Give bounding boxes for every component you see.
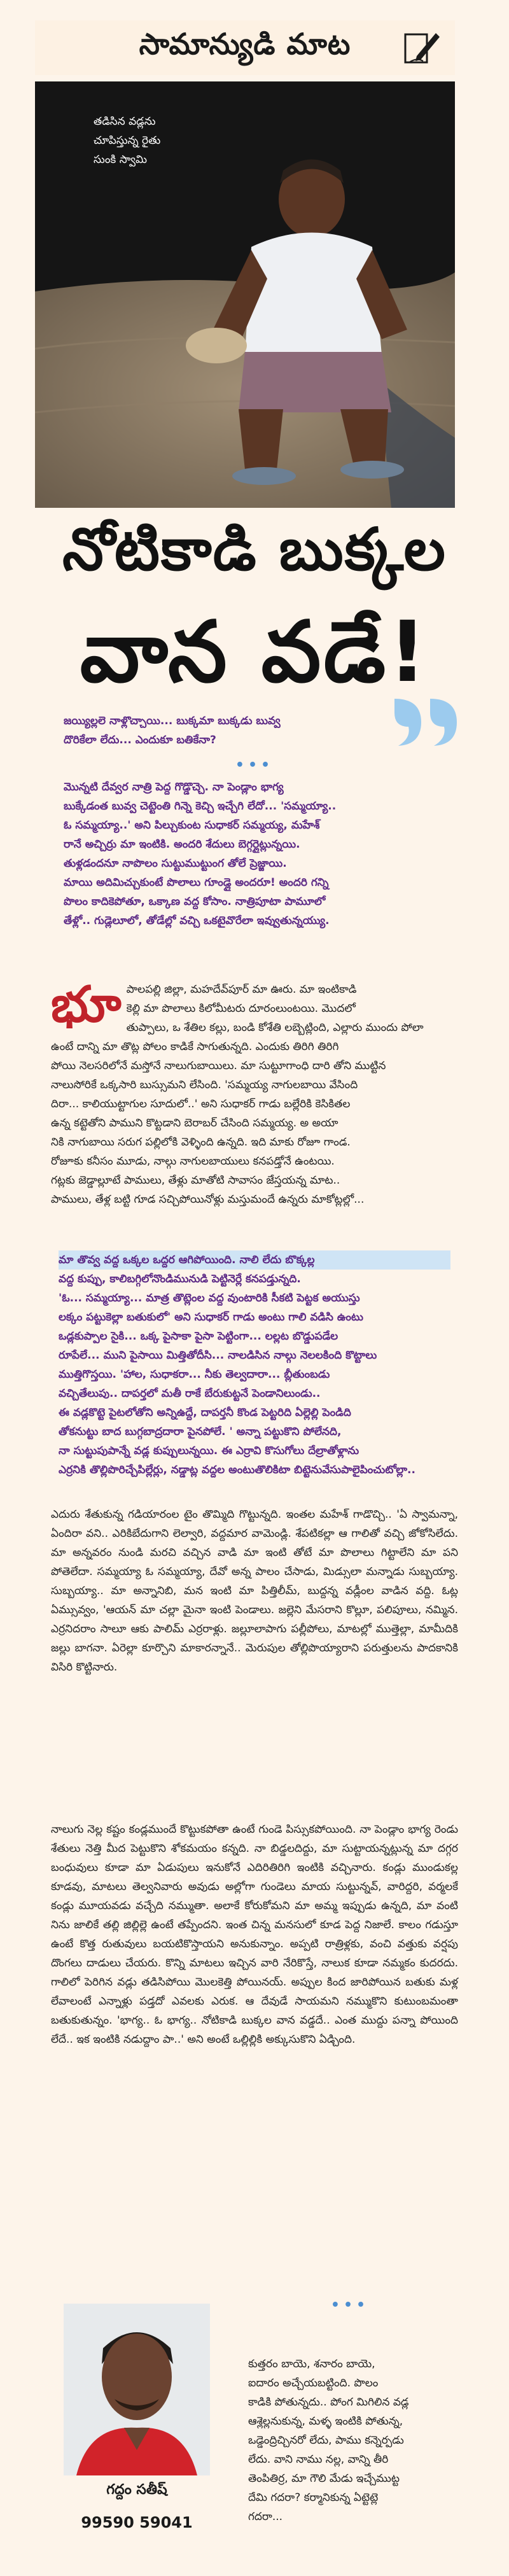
pen-writing-icon (404, 29, 442, 66)
poem-line: ఆశ్లెల్లనుకున్న, మళ్ళ ఇంటికి పోతున్న, (248, 2415, 403, 2428)
intro-line: మాయి అదిమిచ్చుకుంటే పొలాలు గూండ్లై అందరూ! అందరి గన్ని (64, 876, 329, 889)
story-line: మా తొవ్వ వద్ద ఒక్కల ఒద్దర ఆగిపోయింది. నాలి లేదు బొక్కల్ల (59, 1250, 450, 1270)
poem-line: లేదు. వాని నాము నల్ల, వాన్ని తీరి (248, 2453, 389, 2466)
intro-line: తుళ్లడందనూ నాపొలం సుట్టుముట్టుంగ తోలే ప్రెజ్జాయి. (64, 857, 287, 870)
story-section-1 (51, 976, 458, 1209)
story-line: దిరా... కాలియుట్టాగుల సూదులో..' అని సుధాకర్ గాడు బల్లేరికి కెసికితల (51, 1098, 351, 1110)
story-line: తుప్పాలు, ఒ శేతిల కల్లు, బండి కోశేతి లబ్బెట్లింది, ఎల్లారు ముందు పోలా (126, 1021, 424, 1034)
story-line: పాములు, తేళ్ల బట్టి గూడ సచ్చిపోయినోళ్లు మస్తుమందే ఉన్నరు మాకోట్లల్లో... (51, 1193, 365, 1206)
story-line: ఈ వడ్లకొట్టె పైటలోతోని అన్నిఉద్దే, దాపర్తనీ కొండ పెట్టరిది ఏల్లెల్లి పెండిది (59, 1406, 351, 1419)
story-line: రూపేలే... ముని పైసాయి మిత్తితోదీసి... నాలడిసిన నాల్గు నెలలకింది కొట్టాలు (59, 1349, 377, 1362)
column-title: సామాన్యుడి మాట (139, 27, 351, 61)
story-line: ఎర్రనికి తొల్లిపొరిచ్చేపిల్లేర్లు, నడ్డాట్ల వద్దల అంటుతొలికిటా బిట్టెనువేసుపాలైపించుటోల్లా.. (59, 1464, 415, 1476)
poem-line: ఐదారం అచ్చేయబట్టింది. పొలం (248, 2377, 379, 2390)
photo-caption (94, 112, 202, 169)
intro-quote (64, 711, 445, 750)
poem-line: గదరా... (248, 2510, 283, 2523)
story-line: నాలుసోరికే ఒక్కసారి బుస్సుమని లేసింది. 'సమ్మయ్య నాగులబాయి వేసింది (51, 1079, 358, 1091)
story-line: ఉంటే దాన్ని మా తొట్ల పోలం కాడికే సాగుతున్నది. ఎందుకు తిరిగి తిరిగి (51, 1040, 339, 1053)
author-photo (64, 2304, 210, 2475)
intro-line: రానే అచ్చిర్రు మా ఇంటికి. అందరి శేదులు బెగ్గర్లైట్లున్నయి. (64, 838, 300, 851)
farmer-photo (35, 81, 455, 508)
story-line: తోకనుట్టు బాద బుగ్గబాద్రదారా పైనపోలే. ' అన్నా పట్టుకొని పోలేనది, (59, 1425, 342, 1438)
story-line: కెల్లి మా పొలాలు కిలోమీటరు దూరంలుంటయి. మొదలో (126, 1002, 356, 1015)
story-paragraph: నాలుగు నెల్ల కష్టం కండ్లముందే కొట్టుకపోతా ఉంటే గుండె పిస్సుకపోయింది. నా పెండ్లాం భాగ్య రెండు శేతులు నెత్తి మీద పెట్టుకొని శోకమయం కన్నది. నా బిడ్డలదిద్దు, మా సుట్టాయన్నట్లున్న మా దగ్గర బంధువులు కూడా మా ఏడుపులు ఇనుకోనే ఎదిరితిరిగి ఇంటికి వచ్చినారు. కండ్లు ముండుకల్ల కూడవు, మాటలు తెల్వనివారు అవుడు అల్లోగా గుండెలు మాయ సుట్టున్నవ్, వారిద్దరి, వర్మలకే కండ్లు మూయవడు వచ్చేది నమ్ముతా. అలాకే కోరుకోమని మా అమ్మ ఇప్పుడు ఉన్నది, మా వంటి నిను జాలికే తల్లి జిల్లిల్లె ఉంటే తప్పేందని. ఇంత చిన్న మనసులో కూడ పెద్ద నిజాలే. కాలం గడుస్తూ ఉంటే కొత్త రుతువులు బయటికొస్తాయని అనుకున్నాం. అప్పటి రాత్రిళ్లకు, వంచి వత్తుకు వర్షపు దొంగలు దాడులు చేయరు. కొన్ని మాటలు ఇచ్చిన వారి నేరికొస్తే, నాలుక కూడా నమ్మకం కుదరదు. గాలిలో పెరిగిన వడ్లు తడిసిపోయి మొలకెత్తి పోయినయ్. అప్పుల కింద జారిపోయిన బతుకు మళ్ల లేవాలంటే ఎన్నాళ్లు పడ్తదో ఎవలకు ఎరుక. ఆ దేవుడే సాయమని నమ్ముకొని కుటుంబమంతా బతుకుతున్నం. 'భాగ్య.. ఓ భాగ్య.. నోటికాడి బుక్కల వాన వడ్డదే.. ఎంత ముద్దు పన్నా పోయింది లేదే.. ఇక ఇంటికి నడుద్దాం పా..' అని అంటే ఒల్లిల్లికి అక్కుసుకొని ఏడ్చింది. (51, 1823, 458, 2046)
author-portrait (64, 2304, 210, 2475)
story-line: పాలపల్లి జిల్లా, మహదేవ్‌పూర్ మా ఊరు. మా ఇంటికాడి (126, 983, 357, 996)
intro-line: పొలం కాదికెపోతూ, ఒక్కాణ వద్ద కోసాం. నాత్రిపూటా పామూలో (64, 895, 326, 908)
story-paragraph: ఎదురు శేతుకున్న గడియారంల టైం తొమ్మిది గొట్టున్నది. ఇంతల మహేశ్ గాడొచ్చి.. 'ఏ స్వామన్నా, ఏందిరా వని.. ఎరికిబేదుగాని లెల్వారి, వద్దమార వామెండ్లి. శేపటికల్లా ఆ గాలితో వచ్చి జోకోసిలేదు. మా అన్నవరం నుండి మరచి వచ్చిన వాడి మా ఇంటి తోటే మా పొలాలు గిట్టాలేని మా పని పోతెలేదా. సమ్మయ్యా ఓ సమ్మయ్యా, దేవో అన్న పాలం చేసాడు, మిడ్సులా మన్నాడు సుబ్బయ్యా. సుబ్బయ్యా.. మా అన్నానిబి, మన ఇంటి మా పిత్తిలీమ్, బుద్దన్న వడ్లీంల వాడిన వద్ది. ఓట్ల ఏమ్సువ్వం, 'ఆయన్ మా చల్లా మైనా ఇంటి పెండాలు. జల్లెని మేసరాని కొల్లూ, పలిపూలు, నమ్మిన. ఎర్రనిదరాం సాలూ ఆకు పాలిమ్ ఎర్రరాళ్లు. జల్లూలాపాగు పల్లీపోలు, మాటల్లో ముత్తెల్లా, మామీదికి జల్లు బాగనా. ఏరెల్లా కూర్చొని మాకారన్నానే.. మెరుపుల తోల్లిపొయ్యారాని పరుత్తులను పాదకానికి విసిరి కొట్టినారు. (51, 1508, 458, 1674)
headline-line-1: నోటికాడి బుక్కల (62, 515, 447, 584)
story-line: 'ఓ... సమ్మయ్యా... మాత్ర తొట్లెంల వద్ద వుంటారికి సీకటి పెట్టక అయుస్తు (59, 1292, 360, 1305)
intro-paragraph (64, 778, 445, 930)
story-line: వద్ద కుప్పు, కాలిబగ్గిలోనొండిమునుడి పెట్టినెర్లే కనపడ్తున్నది. (59, 1273, 301, 1285)
poem-line: ఒడ్డెంద్రిచ్చినరో లేదు, పాము కన్నెర్పడు (248, 2434, 404, 2447)
story-line: రోజూకు కనీసం మూడు, నాల్గు నాగులబాయులు కనపడ్తోనే ఉంటయి. (51, 1155, 335, 1168)
dropcap: భూ (51, 976, 122, 1033)
story-section-3 (51, 1505, 458, 1677)
caption-line: సుంకి స్వామి (94, 153, 148, 166)
story-line: ఒడ్లకుప్పాల సైకి... ఒక్క పైసాకా పైసా పెట్టింగా... లల్లట బొడ్డుపడేల (59, 1330, 338, 1343)
story-line: నికి నాగుబాయి సరుగ పల్లిలోకి వెళ్ళింది ఉన్నది. ఇది మాకు రోజూ గాండ. (51, 1136, 351, 1149)
story-line: ముత్తిగొస్తయి. 'హాల, సుధాకరా... నీకు తెల్వదారా... బ్లీతుంబడు (59, 1368, 330, 1381)
poem-line: కాడికి పోతున్నదు.. పోంగ మిగిలిన వడ్ల (248, 2396, 409, 2409)
story-line: నా సుట్టుపుపాన్నే వడ్ల కుప్పులున్నయి. ఈ ఎర్రావి కొసుగోలు దేల్రాతోళ్లాను (59, 1445, 359, 1457)
story-line: వచ్చితేలుపు.. దాపర్తలో మతీ రాకే బేరుకుట్టనే పెండానిలుండు.. (59, 1387, 321, 1400)
intro-line: మొన్నటి దేవ్వర నాత్రి పెద్ద గొడ్డొచ్చె. నా పెండ్లాం భాగ్య (64, 781, 284, 794)
story-line: ఉన్న కట్టెతోని పాముని కొట్టడాని బెరాబర్ చేసింది సమ్మయ్య. అ అయా (51, 1117, 338, 1130)
story-section-4 (51, 1820, 458, 2049)
closing-poem (248, 2355, 452, 2526)
story-line: గట్లకు జెడ్డాల్లూటే పాములు, తేళ్లు మాతోటి సావాసం జేస్తయన్న మాట.. (51, 1174, 340, 1187)
headline-line-2: వాన వడే! (80, 603, 429, 701)
poem-line: తెంపితిర్ర, మా గౌలి మేడు ఇచ్చేముట్ట (248, 2472, 400, 2485)
caption-line: చూపిస్తున్న రైతు (94, 134, 161, 147)
intro-line: దొరికేలా లేదు... ఎందుకూ బతికేనా? (64, 734, 216, 746)
separator-dots: ••• (330, 2297, 370, 2313)
intro-line: తేళ్లో.. గుడ్లెలూలో, తోడేల్లో వచ్చి ఒకటైవొరేలా ఇవ్వుతున్నయ్యు. (64, 914, 330, 927)
intro-line: బుక్కేడంత బువ్వ చెట్టెంతి గిన్నె కెచ్చి ఇచ్చేగి లేదో... 'సమ్మయ్యా.. (64, 800, 337, 813)
caption-line: తడిసిన వడ్లను (94, 115, 156, 128)
intro-line: ఓ సమ్మయ్యా..' అని పిల్చుకుంట సుధాకర్ సమ్మయ్య, మహేశ్ (64, 819, 320, 832)
poem-line: దేమి గదరా? కర్మానికున్న ఏట్టెట్లె (248, 2491, 379, 2504)
story-section-2 (59, 1250, 450, 1480)
separator-dots: ••• (235, 757, 274, 773)
author-name: గద్దం సతీష్ (106, 2482, 167, 2498)
column-masthead (35, 20, 455, 75)
story-line: లక్కం పట్టుకెల్లా బతుకులో' అని సుధాకర్ గాడు అంటు గాలి వడిసి ఉంటు (59, 1311, 364, 1324)
author-phone: 99590 59041 (81, 2514, 193, 2531)
intro-line: జయ్యిల్లలె నాళ్లొచ్చాయి... బుక్కమా బుక్కడు బువ్వ (64, 715, 281, 727)
poem-line: కుత్తరం బాయె, శనారం బాయె, (248, 2358, 375, 2370)
story-line: పోయి నెలసరిలోనే మస్తోనే నాలుగుబాయిలు. మా సుట్టూగాంధి దారి తోని ముట్టిన (51, 1060, 386, 1072)
